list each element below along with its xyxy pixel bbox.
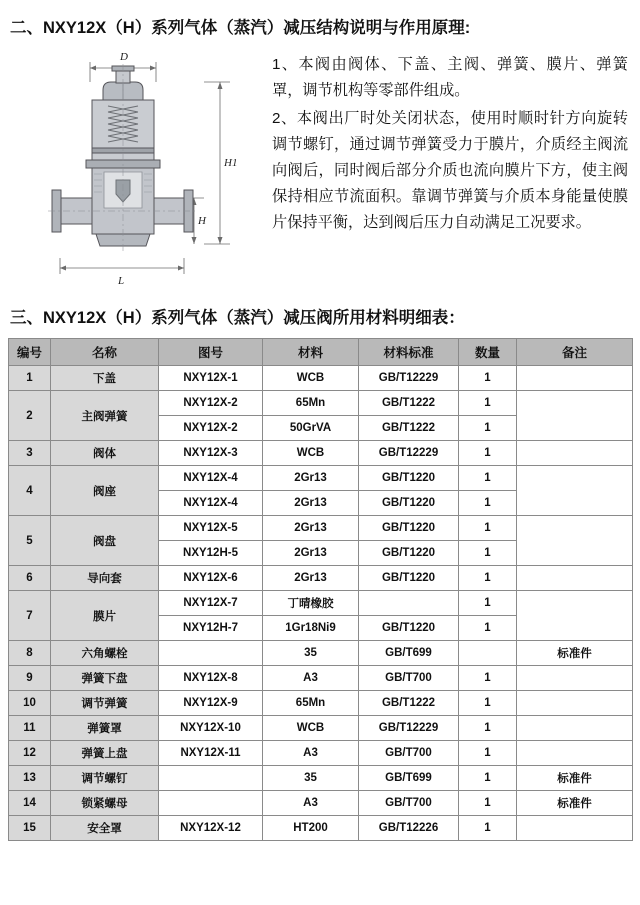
cell-standard: GB/T1222 [359, 691, 459, 716]
cell-qty: 1 [459, 666, 517, 691]
section-heading-3: 三、NXY12X（H）系列气体（蒸汽）减压阀所用材料明细表： [10, 309, 465, 327]
cell-no: 3 [9, 441, 51, 466]
cell-drawing: NXY12X-2 [159, 416, 263, 441]
th-name: 名称 [51, 339, 159, 366]
table-row [9, 791, 633, 816]
cell-material: 2Gr13 [263, 491, 359, 516]
th-drawing: 图号 [159, 339, 263, 366]
cell-drawing [159, 641, 263, 666]
cell-remark [517, 566, 633, 591]
cell-material: 1Gr18Ni9 [263, 616, 359, 641]
cell-qty: 1 [459, 441, 517, 466]
cell-standard: GB/T12229 [359, 366, 459, 391]
cell-qty: 1 [459, 766, 517, 791]
cell-material: 50GrVA [263, 416, 359, 441]
cell-remark [517, 816, 633, 841]
cell-material: 65Mn [263, 391, 359, 416]
cell-standard: GB/T1222 [359, 416, 459, 441]
cell-name: 阀座 [51, 466, 159, 516]
dimension-label-H1: H1 [224, 157, 238, 169]
cell-standard: GB/T700 [359, 666, 459, 691]
table-row [9, 366, 633, 391]
cell-no: 13 [9, 766, 51, 791]
table-row [9, 441, 633, 466]
cell-drawing: NXY12X-1 [159, 366, 263, 391]
cell-name: 弹簧上盘 [51, 741, 159, 766]
cell-drawing [159, 766, 263, 791]
cell-qty: 1 [459, 391, 517, 416]
cell-standard: GB/T12229 [359, 716, 459, 741]
principle-paragraph-1: 1、本阀由阀体、下盖、主阀、弹簧、膜片、弹簧罩，调节机构等零部件组成。 [272, 56, 628, 99]
dimension-label-D: D [120, 51, 128, 63]
dimension-label-H: H [198, 215, 206, 227]
cell-standard: GB/T1220 [359, 566, 459, 591]
cell-no: 6 [9, 566, 51, 591]
th-remark: 备注 [517, 339, 633, 366]
cell-no: 15 [9, 816, 51, 841]
cell-name: 调节螺钉 [51, 766, 159, 791]
cell-standard: GB/T1220 [359, 616, 459, 641]
cell-remark [517, 391, 633, 441]
section-heading-2: 二、NXY12X（H）系列气体（蒸汽）减压结构说明与作用原理: [10, 19, 471, 37]
cell-remark [517, 516, 633, 566]
table-row [9, 766, 633, 791]
cell-drawing: NXY12X-12 [159, 816, 263, 841]
cell-material: 35 [263, 766, 359, 791]
cell-drawing: NXY12X-6 [159, 566, 263, 591]
material-list-table [8, 338, 633, 841]
material-table-wrap [0, 338, 640, 841]
cell-drawing: NXY12X-5 [159, 516, 263, 541]
cell-name: 六角螺栓 [51, 641, 159, 666]
cell-drawing: NXY12H-7 [159, 616, 263, 641]
cell-drawing: NXY12H-5 [159, 541, 263, 566]
cell-qty: 1 [459, 541, 517, 566]
cell-drawing: NXY12X-10 [159, 716, 263, 741]
cell-name: 安全罩 [51, 816, 159, 841]
cell-standard: GB/T699 [359, 766, 459, 791]
cell-name: 阀体 [51, 441, 159, 466]
table-row [9, 741, 633, 766]
table-row [9, 816, 633, 841]
cell-drawing: NXY12X-3 [159, 441, 263, 466]
cell-qty: 1 [459, 616, 517, 641]
cell-qty: 1 [459, 791, 517, 816]
cell-qty: 1 [459, 566, 517, 591]
cell-material: 2Gr13 [263, 516, 359, 541]
cell-remark [517, 666, 633, 691]
cell-no: 1 [9, 366, 51, 391]
cell-name: 下盖 [51, 366, 159, 391]
cell-name: 导向套 [51, 566, 159, 591]
cell-qty: 1 [459, 366, 517, 391]
cell-no: 9 [9, 666, 51, 691]
cell-remark: 标准件 [517, 791, 633, 816]
table-row [9, 466, 633, 491]
cell-standard: GB/T12226 [359, 816, 459, 841]
cell-name: 弹簧罩 [51, 716, 159, 741]
table-row [9, 666, 633, 691]
cell-material: HT200 [263, 816, 359, 841]
document-page [0, 14, 640, 905]
cell-qty: 1 [459, 816, 517, 841]
cell-standard: GB/T1220 [359, 541, 459, 566]
cell-remark [517, 591, 633, 641]
valve-diagram-svg [8, 48, 266, 288]
cell-remark [517, 691, 633, 716]
cell-standard: GB/T1220 [359, 466, 459, 491]
cell-remark: 标准件 [517, 766, 633, 791]
cell-remark [517, 741, 633, 766]
cell-name: 调节弹簧 [51, 691, 159, 716]
structure-explanation-block [0, 48, 640, 288]
cell-no: 10 [9, 691, 51, 716]
cell-standard: GB/T1220 [359, 516, 459, 541]
cell-qty: 1 [459, 741, 517, 766]
cell-no: 8 [9, 641, 51, 666]
principle-text [266, 48, 640, 238]
th-material: 材料 [263, 339, 359, 366]
cell-standard [359, 591, 459, 616]
cell-drawing: NXY12X-7 [159, 591, 263, 616]
valve-cross-section-drawing [8, 48, 266, 288]
table-row [9, 516, 633, 541]
th-standard: 材料标准 [359, 339, 459, 366]
cell-name: 主阀弹簧 [51, 391, 159, 441]
cell-name: 锁紧螺母 [51, 791, 159, 816]
cell-material: WCB [263, 366, 359, 391]
table-header-row [9, 339, 633, 366]
cell-drawing: NXY12X-8 [159, 666, 263, 691]
cell-qty: 1 [459, 691, 517, 716]
cell-remark: 标准件 [517, 641, 633, 666]
cell-drawing: NXY12X-4 [159, 466, 263, 491]
principle-paragraph-2: 2、本阀出厂时处关闭状态，使用时顺时针方向旋转调节螺钉，通过调节弹簧受力于膜片，介质经主阀流向阀后，同时阀后部分介质也流向膜片下方，使主阀保持相应节流面积。靠调节弹簧与介质本身能量使膜片保持平衡，达到阀后压力自动满足工况要求。 [272, 110, 628, 231]
cell-remark [517, 441, 633, 466]
cell-qty: 1 [459, 516, 517, 541]
cell-qty: 1 [459, 491, 517, 516]
dimension-label-L: L [118, 275, 125, 287]
table-row [9, 391, 633, 416]
cell-no: 12 [9, 741, 51, 766]
cell-no: 2 [9, 391, 51, 441]
cell-remark [517, 466, 633, 516]
cell-qty: 1 [459, 466, 517, 491]
cell-standard: GB/T700 [359, 791, 459, 816]
cell-no: 4 [9, 466, 51, 516]
table-row [9, 691, 633, 716]
cell-no: 14 [9, 791, 51, 816]
cell-no: 11 [9, 716, 51, 741]
cell-material: A3 [263, 666, 359, 691]
cell-qty: 1 [459, 591, 517, 616]
cell-material: 2Gr13 [263, 541, 359, 566]
cell-no: 5 [9, 516, 51, 566]
th-qty: 数量 [459, 339, 517, 366]
table-row [9, 566, 633, 591]
cell-qty: 1 [459, 416, 517, 441]
cell-material: 丁晴橡胶 [263, 591, 359, 616]
cell-material: WCB [263, 716, 359, 741]
cell-material: WCB [263, 441, 359, 466]
cell-material: 2Gr13 [263, 566, 359, 591]
cell-standard: GB/T1220 [359, 491, 459, 516]
cell-drawing: NXY12X-11 [159, 741, 263, 766]
cell-standard: GB/T699 [359, 641, 459, 666]
cell-standard: GB/T1222 [359, 391, 459, 416]
cell-material: 35 [263, 641, 359, 666]
cell-no: 7 [9, 591, 51, 641]
cell-qty [459, 641, 517, 666]
cell-qty: 1 [459, 716, 517, 741]
cell-name: 阀盘 [51, 516, 159, 566]
th-no: 编号 [9, 339, 51, 366]
cell-drawing: NXY12X-9 [159, 691, 263, 716]
cell-remark [517, 716, 633, 741]
cell-material: A3 [263, 791, 359, 816]
cell-remark [517, 366, 633, 391]
cell-drawing: NXY12X-4 [159, 491, 263, 516]
cell-name: 膜片 [51, 591, 159, 641]
table-row [9, 716, 633, 741]
cell-drawing [159, 791, 263, 816]
cell-standard: GB/T700 [359, 741, 459, 766]
cell-standard: GB/T12229 [359, 441, 459, 466]
cell-material: 65Mn [263, 691, 359, 716]
cell-material: A3 [263, 741, 359, 766]
table-row [9, 591, 633, 616]
table-row [9, 641, 633, 666]
cell-name: 弹簧下盘 [51, 666, 159, 691]
cell-drawing: NXY12X-2 [159, 391, 263, 416]
cell-material: 2Gr13 [263, 466, 359, 491]
